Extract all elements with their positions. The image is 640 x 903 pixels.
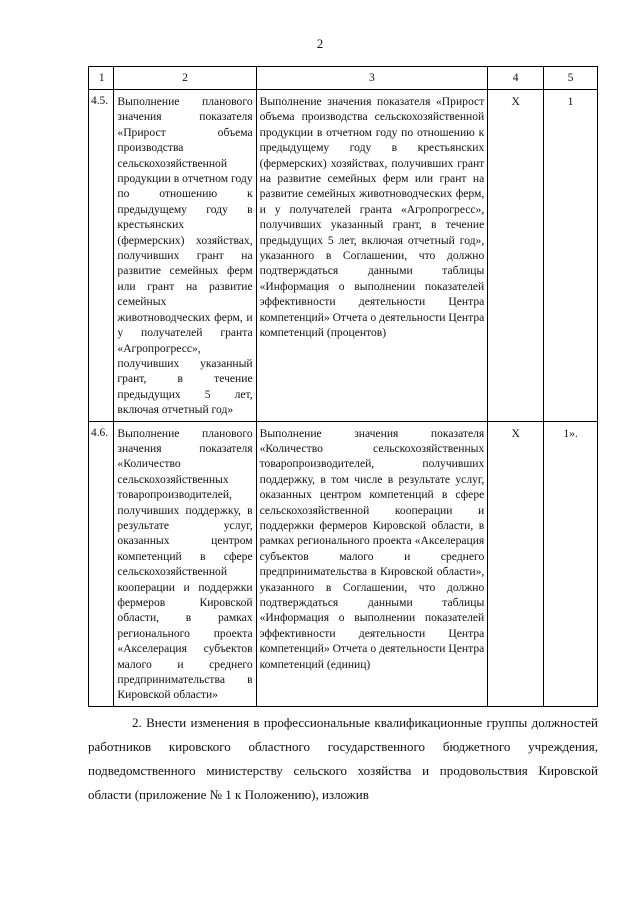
table-header-row — [89, 67, 598, 90]
row-indicator-name: Выполнение планового значения показателя «Количество сельскохозяйственных товаропроизводителей, получивших поддержку, в результате услуг, оказанных центром компетенций в сфере сельскохозяйственной кооперации и поддержки фермеров Кировской области, в рамках регионального проекта «Акселерация субъектов малого и среднего предпринимательства в Кировской области» — [114, 421, 256, 706]
table-row — [89, 421, 598, 706]
row-number: 4.5. — [89, 90, 114, 422]
row-indicator-description: Выполнение значения показателя «Прирост объема производства сельскохозяйственной продукции в отчетном году по отношению к предыдущему году в крестьянских (фермерских) хозяйствах, получивших грант на развитие семейных ферм или грант на развитие семейных животноводческих ферм, и у получателей гранта «Агропрогресс», получивших указанный грант, в течение предыдущих 5 лет, включая отчетный год», указанного в Соглашении, что должно подтверждаться данными таблицы «Информация о выполнении показателей эффективности деятельности Центра компетенций» Отчета о деятельности Центра компетенций (процентов) — [256, 90, 488, 422]
row-col4-value: Х — [488, 421, 544, 706]
header-cell: 5 — [544, 67, 598, 90]
header-cell: 4 — [488, 67, 544, 90]
row-col5-value: 1». — [544, 421, 598, 706]
page-number: 2 — [316, 36, 324, 51]
row-col5-value: 1 — [544, 90, 598, 422]
body-paragraph: 2. Внести изменения в профессиональные квалификационные группы должностей работников кировского областного государственного бюджетного учреждения, подведомственного министерству сельского хозяйства и продовольствия Кировской области (приложение № 1 к Положению), изложив — [88, 715, 598, 802]
header-cell: 1 — [89, 67, 114, 90]
row-indicator-description: Выполнение значения показателя «Количество сельскохозяйственных товаропроизводителей, получивших поддержку, в том числе в результате услуг, оказанных центром компетенций в сфере сельскохозяйственной кооперации и поддержки фермеров Кировской области, в рамках регионального проекта «Акселерация субъектов малого и среднего предпринимательства в Кировской области», указанного в Соглашении, что должно подтверждаться данными таблицы «Информация о выполнении показателей эффективности деятельности Центра компетенций» Отчета о деятельности Центра компетенций (единиц) — [256, 421, 488, 706]
header-cell: 2 — [114, 67, 256, 90]
row-col4-value: Х — [488, 90, 544, 422]
row-number: 4.6. — [89, 421, 114, 706]
row-indicator-name: Выполнение планового значения показателя «Прирост объема производства сельскохозяйственной продукции в отчетном году по отношению к предыдущему году в крестьянских (фермерских) хозяйствах, получивших грант на развитие семейных ферм или грант на развитие семейных животноводческих ферм, и у получателей гранта «Агропрогресс», получивших указанный грант, в течение предыдущих 5 лет, включая отчетный год» — [114, 90, 256, 422]
indicators-table — [88, 66, 598, 707]
header-cell: 3 — [256, 67, 488, 90]
table-row — [89, 90, 598, 422]
